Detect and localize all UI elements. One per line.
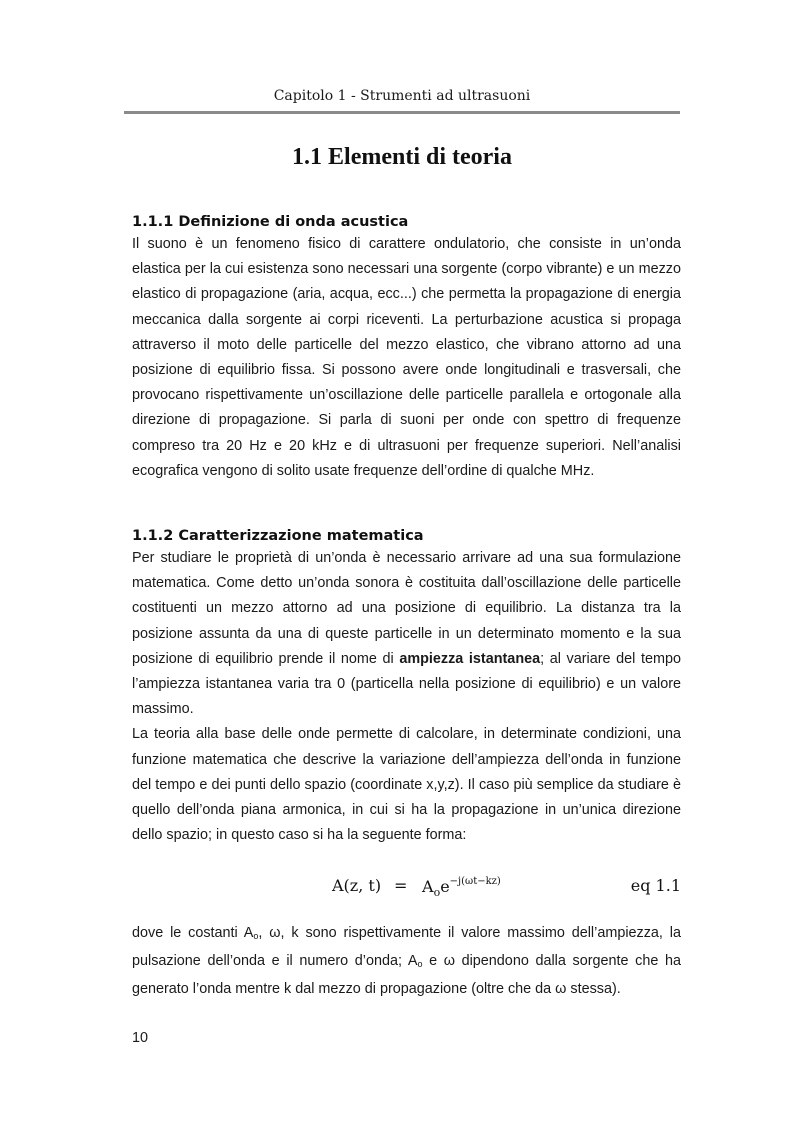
equation-exponent: −j(ωt−kz) [449, 876, 501, 887]
subsection-caratterizzazione [132, 526, 681, 848]
equation-label: eq 1.1 [630, 876, 681, 895]
costanti-subscript-1: o [253, 931, 259, 941]
paragraph-costanti-text [132, 921, 681, 1003]
section-title: 1.1 Elementi di teoria [292, 144, 512, 170]
equation-amplitude-subscript: o [433, 886, 441, 899]
equation-equals-sign: = [394, 876, 408, 895]
subsection-heading-caratterizzazione: 1.1.2 Caratterizzazione matematica [132, 528, 424, 544]
paragraph-onda-piana: La teoria alla base delle onde permette di calcolare, in determinate condizioni, una funzione matematica che descrive la variazione dell’ampiezza dell’onda in funzione del tempo e dei punti dello spazio (coordinate x,y,z). Il caso più semplice da studiare è quello dell’onda piana armonica, in cui si ha la propagazione in un’unica direzione dello spazio; in questo caso si ha la seguente forma: [132, 726, 681, 844]
page-number: 10 [132, 1030, 149, 1046]
paragraph-costanti [132, 921, 681, 1003]
costanti-subscript-2: o [417, 959, 423, 970]
equation-rhs [422, 876, 501, 899]
paragraph-ampiezza-text-before: Per studiare le proprietà di un’onda è necessario arrivare ad una sua formulazione matematica. Come detto un’onda sonora è costituita dall’oscillazione delle particelle costituenti un mezzo attorno ad una posizione di equilibrio. La distanza tra la posizione assunta da una di queste particelle in un determinato momento e la sua posizione di equilibrio prende il nome di [132, 550, 681, 667]
costanti-text-2: , ω, k sono rispettivamente il valore massimo dell’ampiezza, la pulsazione dell’onda e il numero d’onda; A [132, 925, 681, 970]
header-rule [124, 111, 680, 114]
costanti-text-1: dove le costanti A [132, 925, 254, 941]
running-header: Capitolo 1 - Strumenti ad ultrasuoni [273, 88, 531, 104]
equation-1-1 [132, 872, 681, 902]
equation-exponential-base: e [440, 877, 450, 896]
costanti-text-3: e ω dipendono dalla sorgente che ha generato l’onda mentre k dal mezzo di propagazione (oltre che da ω stessa). [132, 953, 681, 998]
paragraph-ampiezza-text-after: ; al variare del tempo l’ampiezza istantanea varia tra 0 (particella nella posizione di equilibrio) e un valore massimo. [132, 650, 681, 718]
paragraph-ampiezza [132, 546, 681, 722]
subsection-heading-definizione: 1.1.1 Definizione di onda acustica [132, 214, 409, 230]
equation-amplitude-symbol: A [422, 877, 434, 896]
subsection-definizione [132, 212, 681, 484]
term-ampiezza-istantanea: ampiezza istantanea [399, 650, 541, 667]
paragraph-definizione: Il suono è un fenomeno fisico di carattere ondulatorio, che consiste in un’onda elastica per la cui esistenza sono necessari una sorgente (corpo vibrante) e un mezzo elastico di propagazione (aria, acqua, ecc...) che permetta la propagazione di energia meccanica dalla sorgente ai corpi riceventi. La perturbazione acustica si propaga attraverso il moto delle particelle del mezzo elastico, che vibrano attorno ad una posizione di equilibrio fissa. Si possono avere onde longitudinali e trasversali, che provocano rispettivamente un’oscillazione delle particelle parallela e ortogonale alla direzione di propagazione. Si parla di suoni per onde con spettro di frequenze compreso tra 20 Hz e 20 kHz e di ultrasuoni per frequenze superiori. Nell’analisi ecografica vengono di solito usate frequenze dell’ordine di qualche MHz. [132, 236, 681, 479]
equation-lhs: A(z, t) [332, 876, 382, 895]
